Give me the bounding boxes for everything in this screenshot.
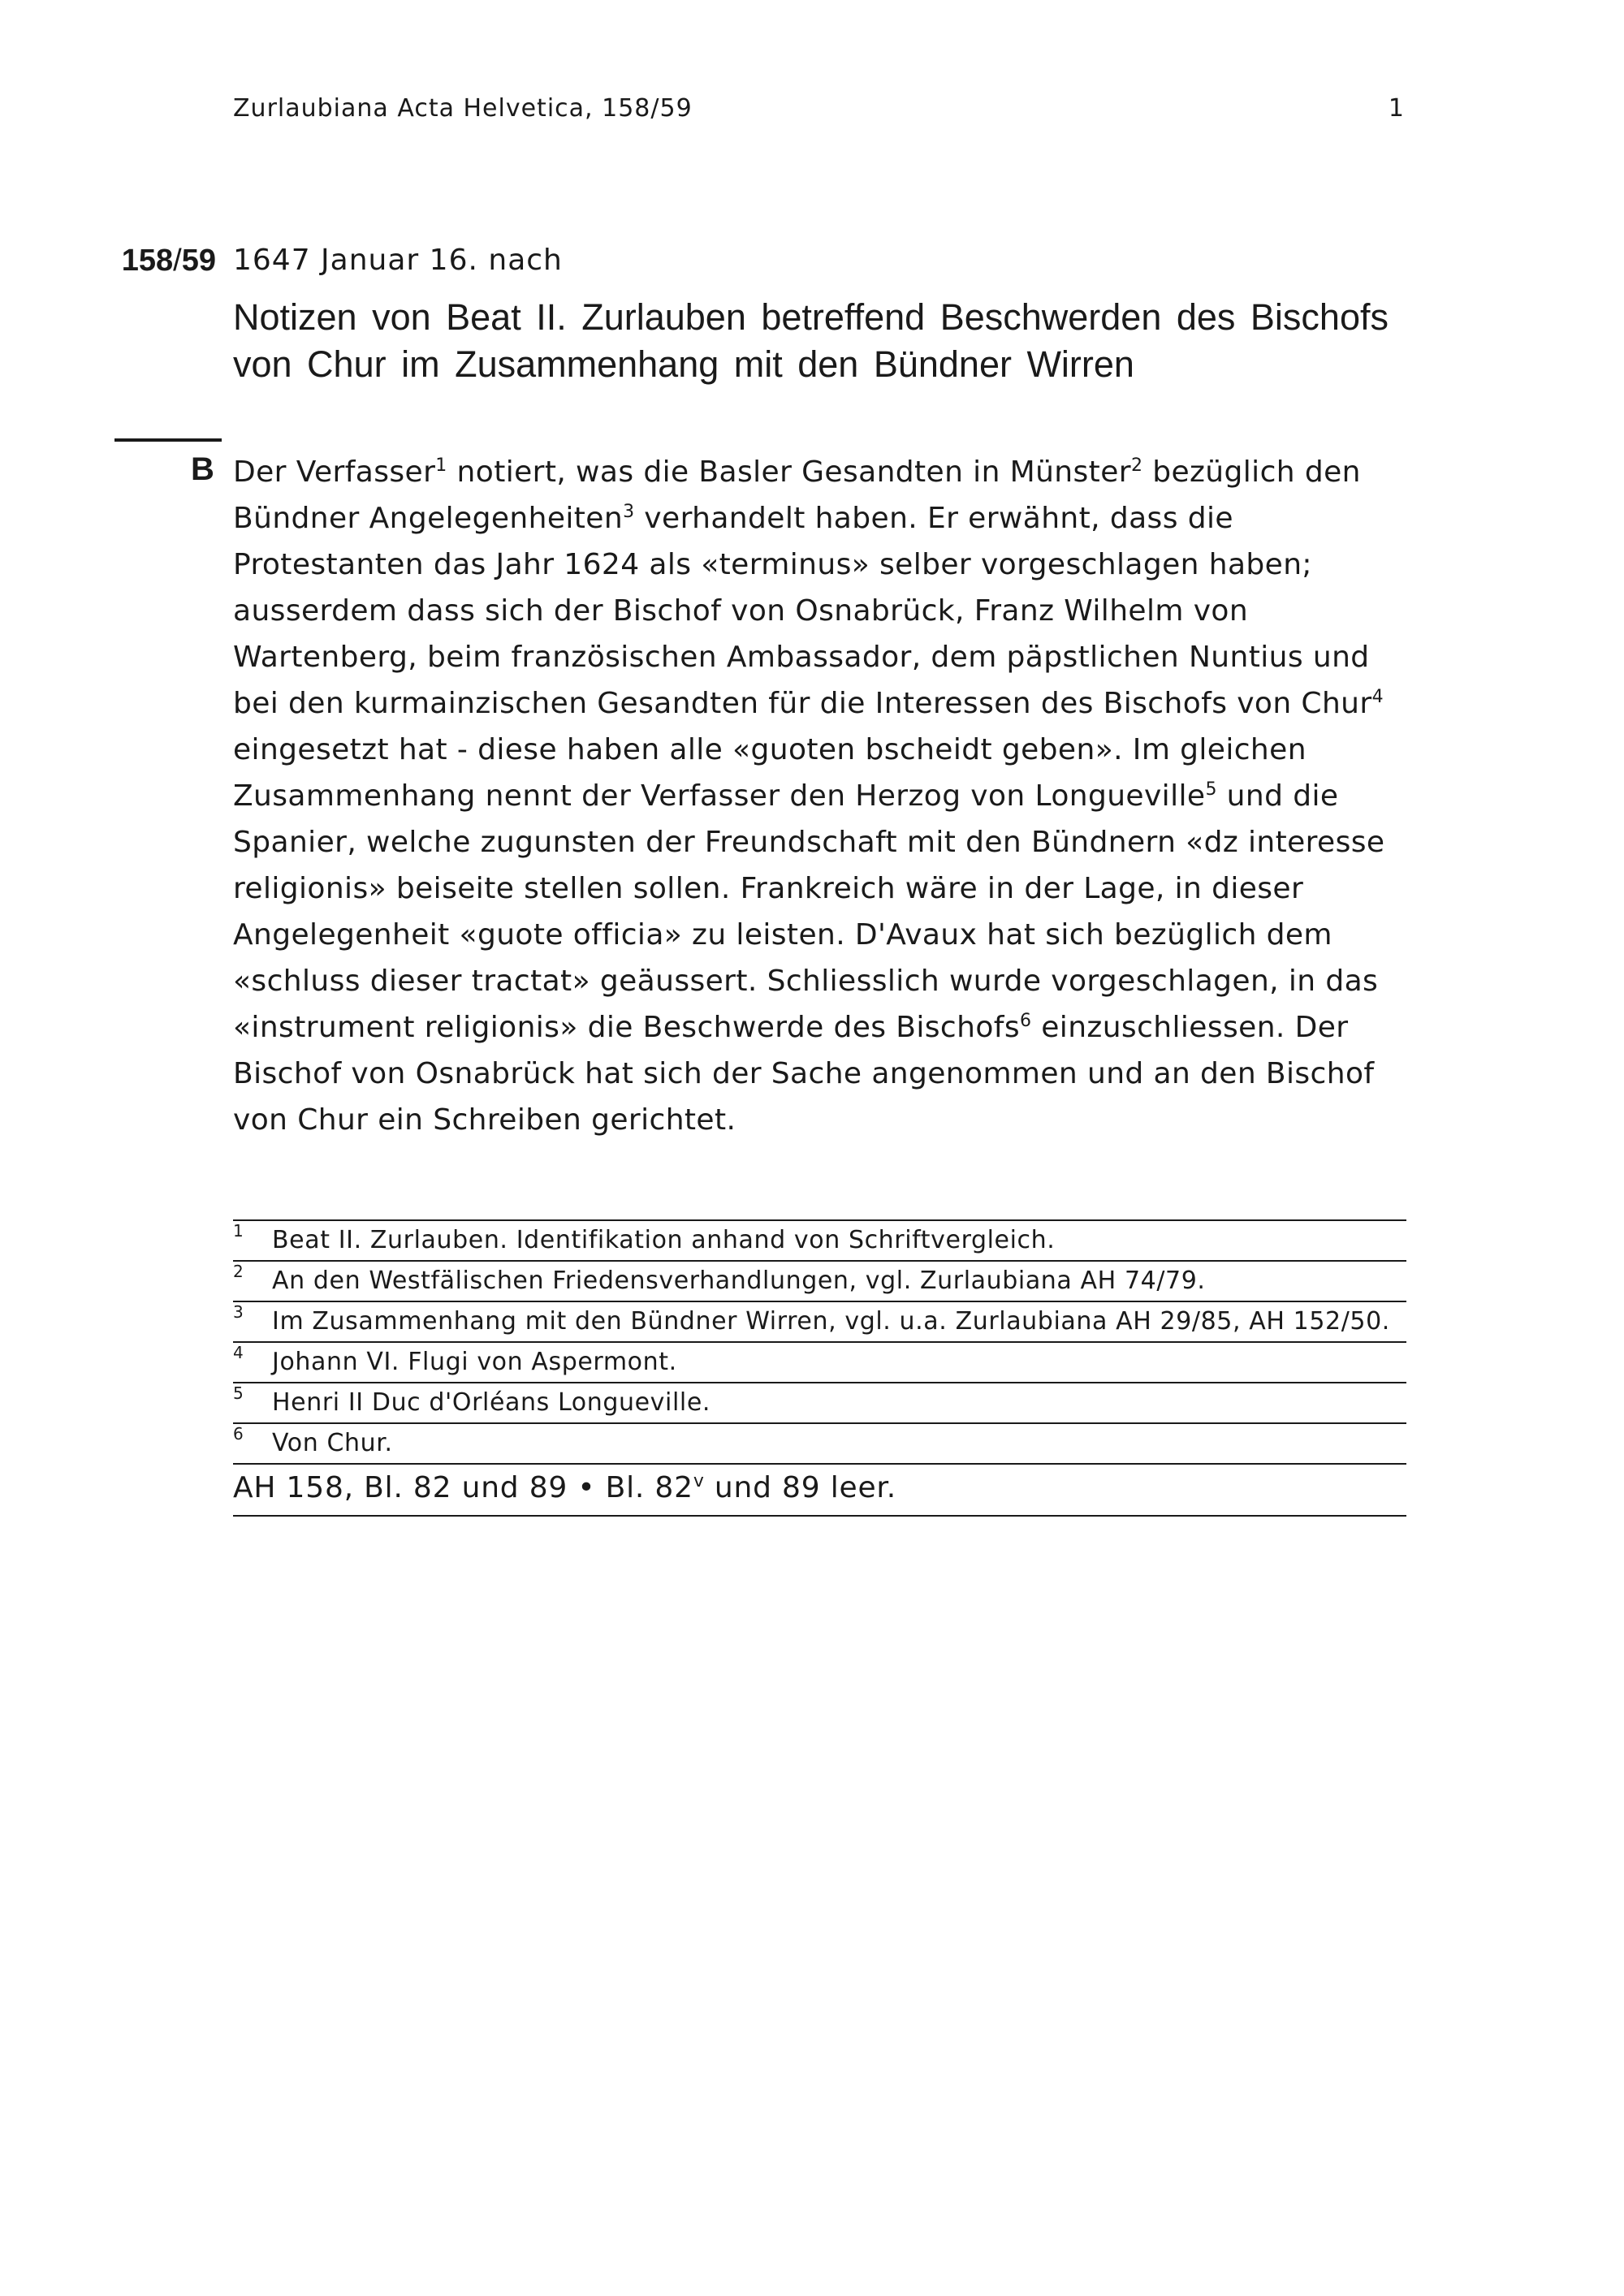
document-number-sub: 59 bbox=[181, 244, 216, 278]
footnote-ref: 6 bbox=[1020, 1011, 1032, 1031]
footnote-ref: 3 bbox=[623, 502, 635, 522]
footnote-mark: 6 bbox=[233, 1424, 244, 1444]
footnote-ref: 2 bbox=[1130, 455, 1143, 476]
footnote-text: Johann VI. Flugi von Aspermont. bbox=[272, 1348, 677, 1376]
source-reference bbox=[233, 1466, 1406, 1517]
footnote-text: Im Zusammenhang mit den Bündner Wirren, vgl. u.a. Zurlaubiana AH 29/85, AH 152/50. bbox=[272, 1307, 1390, 1336]
footnote-text: Beat II. Zurlauben. Identifikation anhand von Schriftvergleich. bbox=[272, 1226, 1056, 1254]
title-divider bbox=[114, 438, 222, 442]
footnote-ref: 4 bbox=[1371, 687, 1384, 707]
document-number bbox=[110, 244, 216, 278]
document-number-main: 158 bbox=[121, 244, 174, 278]
regest-segment: eingesetzt hat - diese haben alle «guoten bscheidt geben». Im gleichen Zusammenhang nennt der Verfasser den Herzog von Longueville bbox=[233, 733, 1307, 813]
footnote-mark: 2 bbox=[233, 1262, 244, 1281]
regest-segment: bezüglich den Bündner Angelegenheiten bbox=[233, 455, 1361, 535]
source-superscript: v bbox=[693, 1471, 705, 1491]
regest-text bbox=[233, 449, 1406, 1143]
page-header bbox=[233, 94, 1405, 127]
footnote-mark: 5 bbox=[233, 1383, 244, 1403]
footnote bbox=[233, 1302, 1406, 1343]
document-title: Notizen von Beat II. Zurlauben betreffend Beschwerden des Bischofs von Chur im Zusammenhang mit den Bündner Wirren bbox=[233, 296, 1389, 385]
regest-segment: verhandelt haben. Er erwähnt, dass die Protestanten das Jahr 1624 als «terminus» selber vorgeschlagen haben; ausserdem dass sich der Bischof von Osnabrück, Franz Wilhelm von Wartenberg, beim französischen Ambassador, dem päpstlichen Nuntius und bei den kurmainzischen Gesandten für die Interessen des Bischofs von Chur bbox=[233, 502, 1372, 720]
footnote bbox=[233, 1262, 1406, 1302]
source-part: und 89 leer. bbox=[704, 1471, 896, 1504]
footnotes bbox=[233, 1219, 1406, 1465]
footnote-text: Von Chur. bbox=[272, 1429, 393, 1457]
footnote-text: Henri II Duc d'Orléans Longueville. bbox=[272, 1388, 711, 1417]
regest-segment: Der Verfasser bbox=[233, 455, 436, 489]
regest-segment: notiert, was die Basler Gesandten in Münster bbox=[447, 455, 1131, 489]
footnote bbox=[233, 1343, 1406, 1383]
page-number: 1 bbox=[1388, 94, 1405, 123]
running-title: Zurlaubiana Acta Helvetica, 158/59 bbox=[233, 94, 693, 123]
regest-segment: und die Spanier, welche zugunsten der Freundschaft mit den Bündnern «dz interesse religionis» beiseite stellen sollen. Frankreich wäre in der Lage, in dieser Angelegenheit «guote officia» zu leisten. D'Avaux hat sich bezüglich dem «schluss dieser tractat» geäussert. Schliesslich wurde vorgeschlagen, in das «instrument religionis» die Beschwerde des Bischofs bbox=[233, 779, 1385, 1044]
section-letter: B bbox=[191, 451, 214, 487]
footnote-mark: 4 bbox=[233, 1343, 244, 1362]
document-number-separator: / bbox=[173, 244, 182, 278]
regest-segment: einzuschliessen. Der Bischof von Osnabrück hat sich der Sache angenommen und an den Bischof von Chur ein Schreiben gerichtet. bbox=[233, 1011, 1375, 1137]
document-date: 1647 Januar 16. nach bbox=[233, 244, 563, 277]
source-part: AH 158, Bl. 82 und 89 • Bl. 82 bbox=[233, 1471, 693, 1504]
footnote-mark: 1 bbox=[233, 1221, 244, 1241]
footnote bbox=[233, 1221, 1406, 1262]
footnote bbox=[233, 1383, 1406, 1424]
footnote-ref: 1 bbox=[435, 455, 447, 476]
footnote-mark: 3 bbox=[233, 1302, 244, 1322]
footnote bbox=[233, 1424, 1406, 1465]
footnote-text: An den Westfälischen Friedensverhandlungen, vgl. Zurlaubiana AH 74/79. bbox=[272, 1267, 1206, 1295]
footnote-ref: 5 bbox=[1205, 779, 1217, 800]
